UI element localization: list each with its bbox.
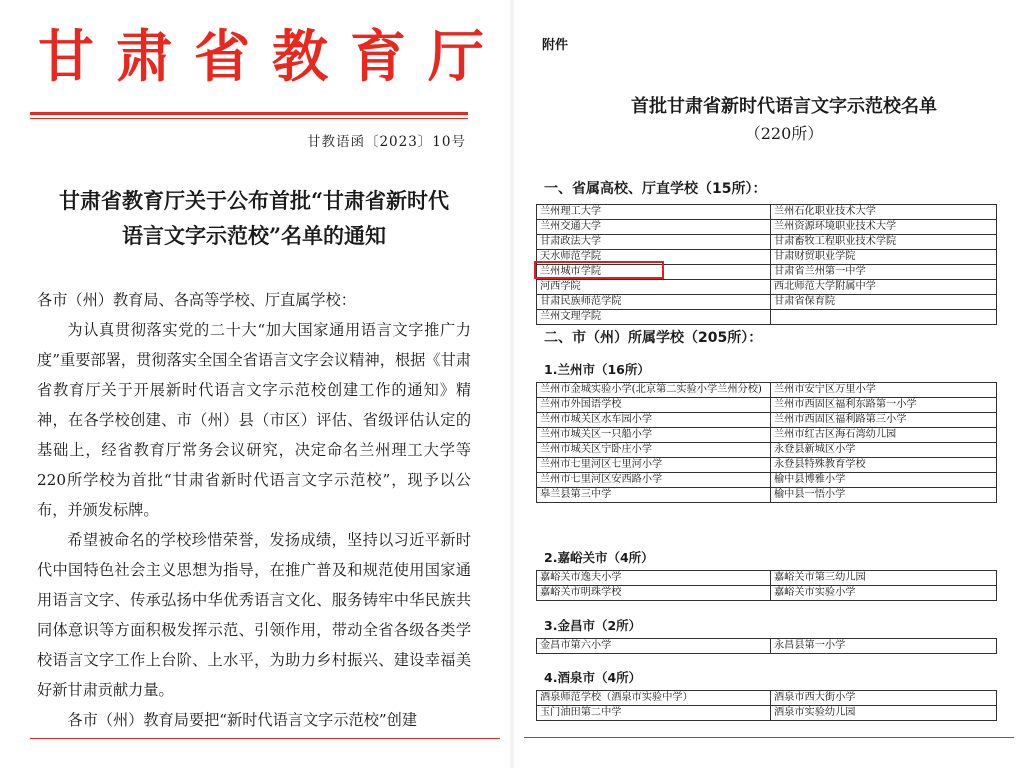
school-name-cell: 嘉峪关市逸夫小学 (537, 571, 771, 586)
city-jinchang-heading: 3.金昌市（2所） (544, 618, 642, 633)
notice-title-line2: 语言文字示范校”名单的通知 (121, 223, 387, 248)
table-row (537, 235, 997, 250)
table-row (537, 706, 997, 721)
notice-title (30, 183, 478, 253)
table-row (537, 398, 997, 413)
table-row (537, 458, 997, 473)
paragraph-3: 各市（州）教育局要把“新时代语言文字示范校”创建 (67, 711, 418, 729)
school-name-cell: 玉门油田第二中学 (537, 706, 771, 721)
section-1-heading: 一、省属高校、厅直学校（15所）： (544, 181, 767, 197)
school-name-cell: 兰州市外国语学校 (537, 398, 771, 413)
school-name-cell: 西北师范大学附属中学 (771, 280, 997, 295)
school-name-cell: 永登县特殊教育学校 (771, 458, 997, 473)
school-name-cell: 甘肃政法大学 (537, 235, 771, 250)
school-name-cell: 兰州市七里河区安西路小学 (537, 473, 771, 488)
table-row (537, 310, 997, 325)
school-name-cell: 嘉峪关市第三幼儿园 (771, 571, 997, 586)
attachment-label: 附件 (542, 38, 569, 53)
school-name-cell: 兰州理工大学 (537, 205, 771, 220)
table-row (537, 571, 997, 586)
city-jiayuguan-table (536, 570, 997, 601)
table-row (537, 443, 997, 458)
table-row (537, 265, 997, 280)
school-name-cell: 嘉峪关市实验小学 (771, 586, 997, 601)
paragraph-2: 希望被命名的学校珍惜荣誉，发扬成绩，坚持以习近平新时代中国特色社会主义思想为指导，在推广普及和规范使用国家通用语言文字、传承弘扬中华优秀语言文化、服务铸牢中华民族共同体意识等方面积极发挥示范、引领作用，带动全省各级各类学校语言文字工作上台阶、上水平，为助力乡村振兴、建设幸福美好新甘肃贡献力量。 (37, 531, 471, 699)
school-name-cell: 榆中县博雅小学 (771, 473, 997, 488)
table-row (537, 488, 997, 503)
school-name-cell: 天水师范学院 (537, 250, 771, 265)
school-name-cell: 兰州市红古区海石湾幼儿园 (771, 428, 997, 443)
document-number: 甘教语函〔2023〕10号 (306, 134, 466, 150)
masthead-red-rule-thin (30, 118, 468, 119)
city-jiuquan-heading: 4.酒泉市（4所） (544, 670, 642, 685)
footer-rule (524, 737, 1014, 738)
city-jiayuguan-heading: 2.嘉峪关市（4所） (544, 550, 654, 565)
school-name-cell: 兰州市金城实验小学(北京第二实验小学兰州分校) (537, 383, 771, 398)
table-row (537, 280, 997, 295)
school-name-cell: 甘肃畜牧工程职业技术学院 (771, 235, 997, 250)
school-name-cell: 甘肃民族师范学院 (537, 295, 771, 310)
table-row (537, 205, 997, 220)
school-name-cell: 榆中县一悟小学 (771, 488, 997, 503)
school-name-cell: 永昌县第一小学 (771, 639, 997, 654)
school-name-cell: 甘肃省保育院 (771, 295, 997, 310)
attachment-page (514, 0, 1024, 768)
school-name-cell: 兰州资源环境职业技术大学 (771, 220, 997, 235)
school-name-cell: 嘉峪关市明珠学校 (537, 586, 771, 601)
table-row (537, 639, 997, 654)
city-jiuquan-table (536, 690, 997, 721)
school-name-cell: 甘肃财贸职业学院 (771, 250, 997, 265)
table-row (537, 473, 997, 488)
masthead-title: 甘肃省教育厅 (38, 24, 506, 90)
table-row (537, 220, 997, 235)
notice-title-line1: 甘肃省教育厅关于公布首批“甘肃省新时代 (58, 188, 450, 213)
salutation: 各市（州）教育局、各高等学校、厅直属学校： (37, 291, 356, 309)
table-row (537, 586, 997, 601)
table-row (537, 691, 997, 706)
table-row (537, 383, 997, 398)
school-name-cell: 皋兰县第三中学 (537, 488, 771, 503)
notice-page (0, 0, 510, 768)
school-name-cell: 兰州市安宁区万里小学 (771, 383, 997, 398)
city-lanzhou-heading: 1.兰州市（16所） (544, 362, 650, 377)
masthead-red-rule (30, 112, 468, 115)
school-name-cell: 酒泉市实验幼儿园 (771, 706, 997, 721)
table-row (537, 413, 997, 428)
school-name-cell: 兰州市西固区福利路第三小学 (771, 413, 997, 428)
school-name-cell: 兰州市七里河区七里河小学 (537, 458, 771, 473)
list-title: 首批甘肃省新时代语言文字示范校名单 (631, 96, 937, 117)
footer-rule (30, 738, 500, 739)
notice-body (37, 285, 471, 735)
school-name-cell: 兰州石化职业技术大学 (771, 205, 997, 220)
school-name-cell: 酒泉师范学校（酒泉市实验中学） (537, 691, 771, 706)
city-lanzhou-table (536, 382, 997, 503)
school-name-cell: 兰州市西固区福利东路第一小学 (771, 398, 997, 413)
section-2-heading: 二、市（州）所属学校（205所）： (544, 330, 763, 346)
school-name-cell: 金昌市第六小学 (537, 639, 771, 654)
school-name-cell: 永登县新城区小学 (771, 443, 997, 458)
school-name-cell: 兰州市城关区水车园小学 (537, 413, 771, 428)
school-name-cell: 兰州市城关区一只船小学 (537, 428, 771, 443)
school-name-cell: 兰州市城关区宁卧庄小学 (537, 443, 771, 458)
paragraph-1: 为认真贯彻落实党的二十大“加大国家通用语言文字推广力度”重要部署，贯彻落实全国全省语言文字会议精神，根据《甘肃省教育厅关于开展新时代语言文字示范校创建工作的通知》精神，在各学校创建、市（州）县（市区）评估、省级评估认定的基础上，经省教育厅常务会议研究，决定命名兰州理工大学等220所学校为首批“甘肃省新时代语言文字示范校”，现予以公布，并颁发标牌。 (37, 321, 471, 519)
table-row (537, 428, 997, 443)
table-row (537, 295, 997, 310)
school-name-cell: 兰州文理学院 (537, 310, 771, 325)
list-subtitle: （220所） (744, 124, 824, 143)
school-name-cell: 兰州交通大学 (537, 220, 771, 235)
section-1-table (536, 204, 997, 325)
school-name-cell: 兰州城市学院 (537, 265, 771, 280)
school-name-cell: 河西学院 (537, 280, 771, 295)
school-name-cell: 甘肃省兰州第一中学 (771, 265, 997, 280)
school-name-cell: 酒泉市西大街小学 (771, 691, 997, 706)
city-jinchang-table (536, 638, 997, 654)
school-name-cell (771, 310, 997, 325)
table-row (537, 250, 997, 265)
